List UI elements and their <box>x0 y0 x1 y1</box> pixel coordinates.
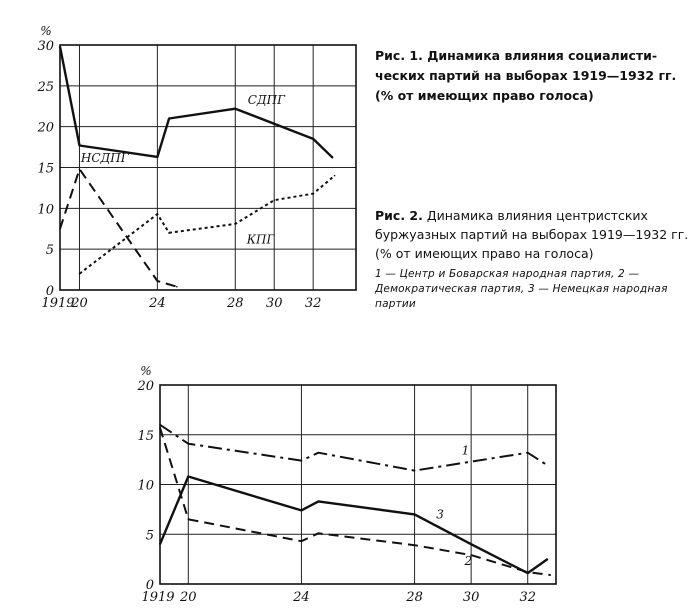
series-label-2: 2 <box>464 554 473 569</box>
data-point-НСДПГ <box>176 286 178 288</box>
x-tick-label: 32 <box>304 296 322 311</box>
series-label-3: 3 <box>436 507 444 522</box>
data-point-2 <box>318 532 320 534</box>
data-point-КПГ <box>334 175 336 177</box>
y-tick-label: 30 <box>37 39 54 54</box>
data-point-1 <box>301 460 303 462</box>
y-tick-label: 15 <box>137 428 154 444</box>
data-point-СДПГ <box>332 157 334 159</box>
series-line-1-НСДПГ <box>60 169 177 287</box>
data-point-3 <box>547 558 549 560</box>
data-point-НСДПГ <box>79 168 81 170</box>
y-tick-label: 0 <box>145 578 154 593</box>
data-point-1 <box>414 470 416 472</box>
data-point-НСДПГ <box>59 228 61 230</box>
data-point-СДПГ <box>168 118 170 120</box>
data-point-1 <box>159 424 161 426</box>
y-tick-label: 5 <box>145 528 154 544</box>
data-point-3 <box>159 543 161 545</box>
x-tick-label: 20 <box>71 296 88 311</box>
figure-2-caption-label: Рис. 2. <box>375 208 423 223</box>
figure-1-caption-label: Рис. 1. <box>375 48 423 63</box>
y-axis-label: % <box>40 24 52 38</box>
y-tick-label: 20 <box>137 379 154 394</box>
data-point-3 <box>470 543 472 545</box>
data-point-КПГ <box>168 232 170 234</box>
y-tick-label: 5 <box>45 243 54 259</box>
x-tick-label: 24 <box>293 590 310 605</box>
x-tick-label: 30 <box>462 590 480 605</box>
series-label-КПГ: КПГ <box>246 232 275 247</box>
y-tick-label: 20 <box>37 120 54 136</box>
chart-1 <box>36 24 356 311</box>
data-point-СДПГ <box>157 156 159 158</box>
series-line-2-3 <box>160 477 548 574</box>
y-axis-label: % <box>140 364 152 378</box>
data-point-2 <box>550 574 552 576</box>
x-tick-label: 24 <box>149 296 166 311</box>
data-point-2 <box>414 544 416 546</box>
series-label-1: 1 <box>461 443 470 458</box>
data-point-СДПГ <box>234 108 236 110</box>
y-tick-label: 15 <box>37 161 54 177</box>
data-point-1 <box>318 452 320 454</box>
data-point-1 <box>527 452 529 454</box>
data-point-3 <box>318 501 320 503</box>
series-label-СДПГ: СДПГ <box>247 92 286 107</box>
data-point-2 <box>159 427 161 429</box>
x-tick-label: 1919 <box>41 296 75 311</box>
data-point-3 <box>527 572 529 574</box>
data-point-КПГ <box>273 199 275 201</box>
data-point-3 <box>301 510 303 512</box>
figure-2-legend: 1 — Центр и Боварская народная партия, 2 — Демократическая партия, 3 — Немецкая народная партии <box>375 268 668 310</box>
x-tick-label: 28 <box>406 590 423 605</box>
series-label-НСДПГ: НСДПГ <box>80 150 129 165</box>
series-line-1-СДПГ <box>60 47 333 158</box>
data-point-1 <box>187 443 189 445</box>
data-point-СДПГ <box>59 46 61 48</box>
x-tick-label: 28 <box>226 296 244 311</box>
figure-2-caption-text: Динамика влияния центристских буржуазных партий на выборах 1919—1932 гг. (% от имеющих право на голоса) <box>375 208 689 261</box>
x-tick-label: 32 <box>519 590 536 605</box>
data-point-КПГ <box>79 273 81 275</box>
series-line-2-1 <box>160 425 545 471</box>
data-point-2 <box>187 519 189 521</box>
data-point-1 <box>544 463 546 465</box>
figure-1-caption-text: Динамика влияния социалистических партий на выборах 1919—1932 гг. (% от имеющих право голоса) <box>375 48 677 103</box>
data-point-СДПГ <box>312 138 314 140</box>
y-tick-label: 25 <box>37 79 54 95</box>
x-tick-label: 1919 <box>141 590 175 605</box>
data-point-3 <box>187 476 189 478</box>
x-tick-label: 20 <box>180 590 197 605</box>
x-tick-label: 30 <box>265 296 283 311</box>
y-tick-label: 0 <box>45 284 54 299</box>
data-point-2 <box>301 540 303 542</box>
y-tick-label: 10 <box>37 202 54 218</box>
y-tick-label: 10 <box>137 478 154 494</box>
chart-2 <box>136 364 556 605</box>
figure-1-caption <box>375 46 690 106</box>
series-line-2-2 <box>160 428 550 575</box>
data-point-КПГ <box>312 193 314 195</box>
figure-2-caption <box>375 206 690 312</box>
data-point-НСДПГ <box>157 280 159 282</box>
data-point-СДПГ <box>79 145 81 147</box>
data-point-КПГ <box>234 223 236 225</box>
data-point-3 <box>414 514 416 516</box>
data-point-КПГ <box>157 213 159 215</box>
